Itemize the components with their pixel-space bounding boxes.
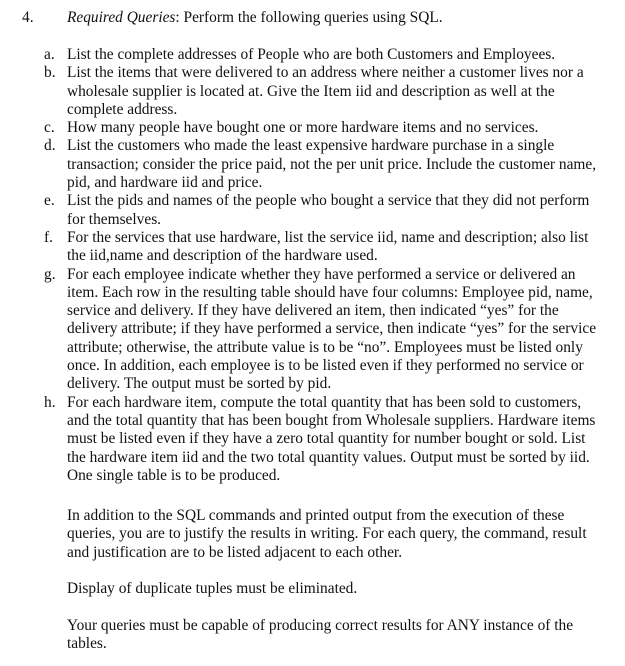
query-letter: a.: [44, 46, 55, 63]
duplicates-paragraph: Display of duplicate tuples must be eliminated.: [67, 580, 358, 597]
query-item-f: [0, 229, 597, 266]
query-item-c: [0, 119, 597, 137]
query-letter: h.: [44, 393, 56, 411]
query-text: For the services that use hardware, list the service iid, name and description; also list the iid,name and description of the hardware used.: [67, 228, 589, 265]
query-text: List the items that were delivered to an address where neither a customer lives nor a wholesale supplier is located at. Give the Item iid and description as well at the complete address.: [67, 64, 584, 118]
query-list: [0, 46, 625, 485]
query-item-d: [0, 137, 597, 192]
query-item-a: [0, 46, 597, 64]
query-item-g: [0, 266, 597, 394]
query-text: How many people have bought one or more hardware items and no services.: [67, 119, 539, 137]
section-title: Required Queries: [67, 9, 176, 26]
query-item-h: [0, 394, 597, 485]
query-letter: e.: [44, 192, 55, 210]
section-intro: : Perform the following queries using SQL.: [175, 9, 443, 26]
instance-paragraph: Your queries must be capable of producing correct results for ANY instance of the tables.: [67, 617, 574, 653]
justification-paragraph: In addition to the SQL commands and printed output from the execution of these queries, you are to justify the results in writing. For each query, the command, result and justification are to be listed adjacent to each other.: [67, 507, 587, 561]
query-item-b: [0, 64, 597, 119]
section-number: 4.: [22, 9, 34, 26]
query-text: List the customers who made the least expensive hardware purchase in a single transaction; consider the price paid, not the per unit price. Include the customer name, pid, and hardware iid and price.: [67, 137, 597, 192]
query-text: For each hardware item, compute the total quantity that has been sold to customers, and the total quantity that has been bought from Wholesale suppliers. Hardware items must be listed even if they have a zero total quantity for number bought or sold. List the hardware item iid and the two total quantity values. Output must be sorted by iid. One single table is to be produced.: [67, 393, 596, 484]
query-letter: c.: [44, 119, 55, 137]
query-letter: b.: [44, 64, 56, 82]
query-letter: d.: [44, 137, 56, 155]
query-letter: f.: [44, 228, 53, 246]
query-text: List the pids and names of the people who bought a service that they did not perform for themselves.: [67, 192, 590, 228]
query-item-e: [0, 192, 597, 229]
query-text: List the complete addresses of People who are both Customers and Employees.: [67, 46, 556, 63]
query-letter: g.: [44, 265, 56, 283]
section-heading: [67, 9, 612, 27]
query-text: For each employee indicate whether they have performed a service or delivered an item. Each row in the resulting table should have four columns: Employee pid, name, service and delivery. If they have delivered an item, then indicated “yes” for the delivery attribute; if they have performed a service, then indicate “yes” for the service attribute; otherwise, the attribute value is to be “no”. Employees must be listed only once. In addition, each employee is to be listed even if they performed no service or delivery. The output must be sorted by pid.: [67, 265, 597, 393]
